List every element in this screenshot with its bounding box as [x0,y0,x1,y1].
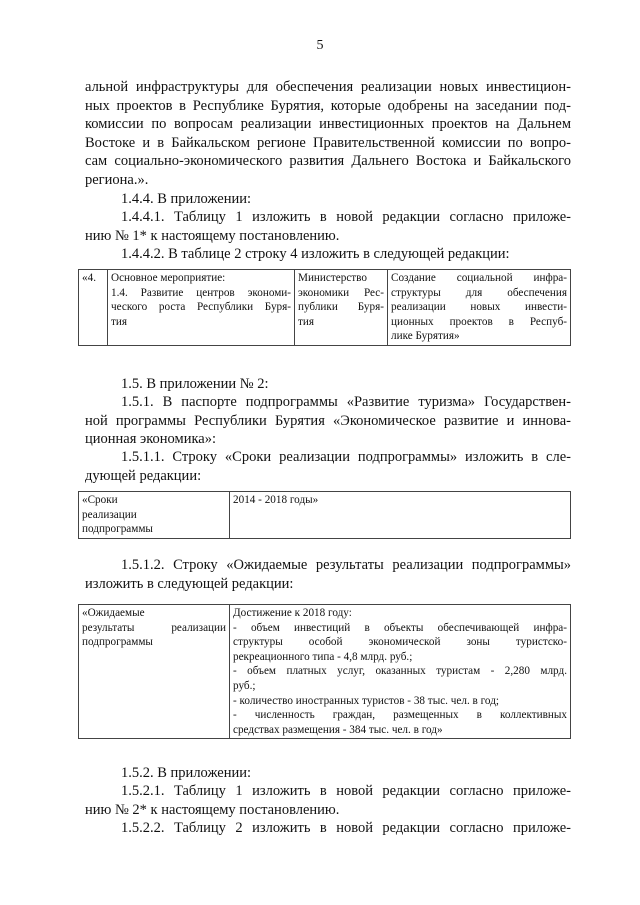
value-cell [230,492,571,539]
text-line: 1.5.2.2. Таблицу 2 изложить в новой редакции согласно приложе- [121,820,571,836]
page-number: 5 [316,38,324,53]
para-1-5-1-2 [85,556,571,593]
text-line: 1.4.4. В приложении: [121,191,252,207]
text-line: дующей редакции: [85,467,202,484]
result-cell [388,270,571,346]
cell-text: лике Бурятия» [391,330,460,343]
text-line: ных проектов в Республике Бурятия, которые одобрены на заседании под- [85,97,571,114]
row-number-cell [79,270,108,346]
cell-text: 1.4. Развитие центров экономи- [111,286,291,299]
para-1-5-2-2 [85,819,571,838]
text-line: 1.5. В приложении № 2: [121,376,269,392]
cell-text: структуры особой экономической зоны туристско- [233,636,567,649]
value-cell [230,605,571,739]
text-line: 1.5.2. В приложении: [121,765,252,781]
text-line: ционная экономика»: [85,431,217,448]
activity-cell [108,270,295,346]
cell-text: Основное мероприятие: [111,272,226,284]
text-line: региона.». [85,171,149,188]
para-1-5-2-1 [85,782,571,819]
text-line: 1.5.2.1. Таблицу 1 изложить в новой редакции согласно приложе- [121,783,571,799]
intro-paragraph [85,78,571,190]
cell-text: тия [111,315,128,328]
para-1-4-4-2 [121,245,571,264]
text-line: 1.5.1.1. Строку «Сроки реализации подпрограммы» изложить в сле- [121,449,571,465]
cell-text: средствах размещения - 384 тыс. чел. в год» [233,723,443,736]
para-1-5 [121,375,571,394]
cell-text: - численность граждан, размещенных в коллективных [233,709,567,722]
para-1-5-2 [121,764,571,783]
expected-results-table [78,604,571,739]
text-line: нию № 2* к настоящему постановлению. [85,801,340,818]
cell-text: тия [298,315,315,328]
cell-text: Министерство [298,272,367,284]
cell-text: 2014 - 2018 годы» [233,494,319,506]
cell-text: рекреационного типа - 4,8 млрд. руб.; [233,650,413,663]
para-1-4-4 [121,190,571,209]
cell-text: подпрограммы [82,636,153,649]
cell-text: «Ожидаемые [82,607,145,619]
text-line: 1.5.1. В паспорте подпрограммы «Развитие туризма» Государствен- [121,394,571,410]
executor-cell [295,270,388,346]
text-line: 1.4.4.2. В таблице 2 строку 4 изложить в следующей редакции: [121,246,510,262]
cell-text: ционных проектов в Респуб- [391,315,567,328]
cell-text: результаты реализации [82,621,226,634]
cell-text: Создание социальной инфра- [391,272,567,284]
cell-text: - объем платных услуг, оказанных туристам - 2,280 млрд. [233,665,567,678]
cell-text: руб.; [233,679,256,692]
text-line: 1.4.4.1. Таблицу 1 изложить в новой редакции согласно приложе- [121,209,571,225]
para-1-5-1 [85,393,571,449]
table-row-4 [78,269,571,346]
label-cell [79,605,230,739]
cell-text: «Сроки [82,494,118,506]
cell-text: подпрограммы [82,523,153,536]
cell-text: экономики Рес- [298,286,384,299]
label-cell [79,492,230,539]
cell-text: - количество иностранных туристов - 38 тыс. чел. в год; [233,694,500,707]
cell-text: «4. [82,272,96,284]
text-line: ной программы Республики Бурятия «Экономическое развитие и иннова- [85,412,571,429]
cell-text: реализации новых инвести- [391,301,567,314]
cell-text: Достижение к 2018 году: [233,607,352,619]
cell-text: - объем инвестиций в объекты обеспечивающей инфра- [233,621,567,634]
text-line: изложить в следующей редакции: [85,575,294,592]
text-line: комиссии по вопросам реализации инвестиционных проектов на Дальнем [85,116,571,133]
para-1-4-4-1 [85,208,571,245]
para-1-5-1-1 [85,448,571,485]
text-line: альной инфраструктуры для обеспечения реализации новых инвестицион- [85,79,571,95]
deadline-table [78,491,571,539]
text-line: нию № 1* к настоящему постановлению. [85,227,340,244]
cell-text: реализации [82,508,137,521]
cell-text: ческого роста Республики Буря- [111,301,291,314]
cell-text: публики Буря- [298,301,384,314]
text-line: 1.5.1.2. Строку «Ожидаемые результаты реализации подпрограммы» [121,557,571,573]
cell-text: структуры для обеспечения [391,286,567,299]
text-line: Востоке и в Байкальском регионе Правительственной комиссии по вопро- [85,134,571,151]
text-line: сам социально-экономического развития Дальнего Востока и Байкальского [85,153,571,170]
